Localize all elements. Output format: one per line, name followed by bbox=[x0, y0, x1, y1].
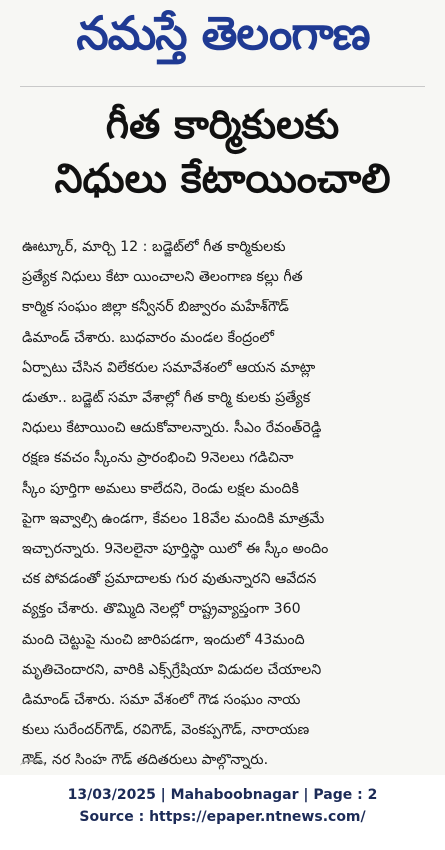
article-headline bbox=[20, 98, 425, 206]
article-line: కులు సురేందర్‌గౌడ్, రవిగౌడ్, వెంకప్పగౌడ్, నారాయణ bbox=[22, 722, 310, 739]
article-line: డిమాండ్ చేశారు. బుధవారం మండల కేంద్రంలో bbox=[22, 329, 274, 346]
next-article-fragment bbox=[20, 760, 46, 772]
article-line: వ్యక్తం చేశారు. తొమ్మిది నెలల్లో రాష్ట్రవ్యాప్తంగా 360 bbox=[22, 601, 301, 618]
article-line: చక పోవడంతో ప్రమాదాలకు గుర వుతున్నారని ఆవేదన bbox=[22, 571, 317, 588]
article-body bbox=[22, 232, 424, 775]
footer-info: 13/03/2025 | Mahaboobnagar | Page : 2 bbox=[67, 787, 378, 803]
footer-source: Source : https://epaper.ntnews.com/ bbox=[79, 809, 366, 825]
article-line: స్కీం పూర్తిగా అమలు కాలేదని, రెండు లక్షల మందికి bbox=[22, 480, 299, 497]
article-line: మృతిచెందారని, వారికి ఎక్స్‌గ్రేషియా విడుదల చేయాలని bbox=[22, 661, 322, 678]
clipping-footer bbox=[0, 784, 445, 828]
headline-line-2: నిధులు కేటాయించాలి bbox=[54, 156, 391, 202]
article-line: కార్మిక సంఘం జిల్లా కన్వీనర్ బిజ్వారం మహేశ్‌గౌడ్ bbox=[22, 299, 289, 316]
masthead-title: నమస్తే తెలంగాణ bbox=[76, 6, 370, 60]
article-line: పైగా ఇవ్వాల్సి ఉండగా, కేవలం 18వేల మందికి మాత్రమే bbox=[22, 510, 325, 527]
article-line: ఊట్కూర్, మార్చి 12 : బడ్జెట్‌లో గీత కార్మికులకు bbox=[22, 239, 286, 255]
article-line: నిధులు కేటాయించి ఆదుకోవాలన్నారు. సీఎం రేవంత్‌రెడ్డి bbox=[22, 420, 322, 437]
article-line: ఇచ్చారన్నారు. 9నెలలైనా పూర్తిస్థా యిలో ఈ స్కీం అందిం bbox=[22, 541, 329, 558]
article-line: మంది చెట్టుపై నుంచి జారిపడగా, ఇందులో 43మంది bbox=[22, 631, 305, 648]
article-line: డిమాండ్ చేశారు. సమా వేశంలో గౌడ సంఘం నాయ bbox=[22, 692, 301, 709]
article-line: డుతూ.. బడ్జెట్ సమా వేశాల్లో గీత కార్మి కులకు ప్రత్యేక bbox=[22, 390, 311, 407]
article-line: గౌడ్, నర సింహ గౌడ్ తదితరులు పాల్గొన్నారు. bbox=[22, 752, 269, 769]
article-line: ఏర్పాటు చేసిన విలేకరుల సమావేశంలో ఆయన మాట్లా bbox=[22, 359, 316, 376]
headline-line-1: గీత కార్మికులకు bbox=[105, 102, 340, 148]
article-line: రక్షణ కవచం స్కీంను ప్రారంభించి 9నెలలు గడిచినా bbox=[22, 450, 294, 467]
newspaper-masthead bbox=[16, 6, 430, 72]
masthead-divider bbox=[20, 86, 425, 87]
article-line: ప్రత్యేక నిధులు కేటా యించాలని తెలంగాణ కల్లు గీత bbox=[22, 269, 303, 286]
